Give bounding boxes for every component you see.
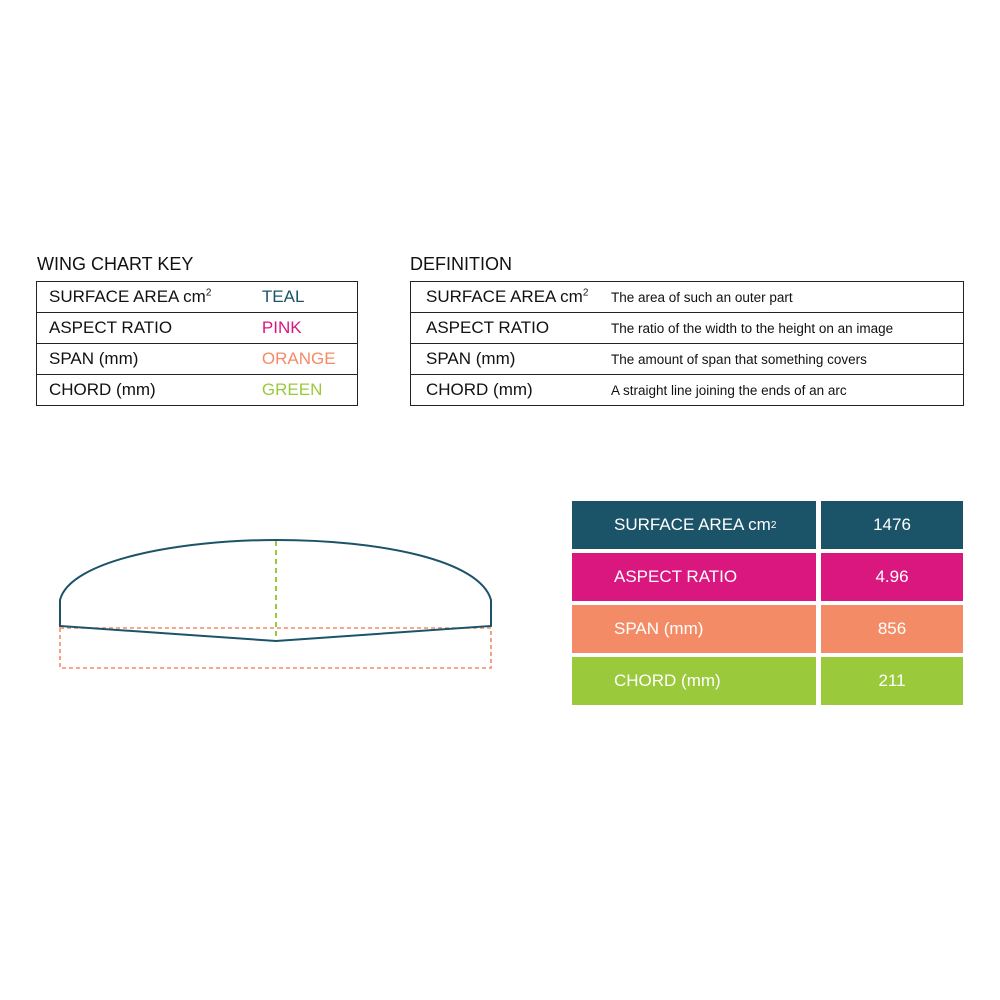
key-row: SURFACE AREA $cm^2$ TEAL [37, 282, 358, 313]
value-number: 1476 [821, 501, 963, 549]
key-color-name: GREEN [262, 375, 358, 406]
key-label: CHORD (mm) [49, 380, 156, 399]
key-label: SPAN (mm) [49, 349, 139, 368]
key-color-name: PINK [262, 313, 358, 344]
definition-text: The ratio of the width to the height on an image [611, 313, 964, 344]
definition-label: SPAN (mm) [426, 349, 516, 368]
key-title: WING CHART KEY [37, 254, 194, 274]
value-label: CHORD (mm) [614, 671, 721, 690]
value-label: ASPECT RATIO [614, 567, 738, 586]
definition-label: ASPECT RATIO [426, 318, 550, 337]
definition-label: SURFACE AREA cm [426, 287, 583, 306]
value-number: 856 [821, 605, 963, 653]
key-color-name: ORANGE [262, 344, 358, 375]
definition-text: A straight line joining the ends of an arc [611, 375, 964, 406]
key-color-name: TEAL [262, 282, 358, 313]
definition-text: The amount of span that something covers [611, 344, 964, 375]
key-label: ASPECT RATIO [49, 318, 173, 337]
value-label: SURFACE AREA cm [614, 515, 771, 534]
value-number: 211 [821, 657, 963, 705]
definition-title: DEFINITION [410, 254, 512, 274]
definition-text: The area of such an outer part [611, 282, 964, 313]
definition-row: SURFACE AREA $cm^2$ The area of such an outer part [411, 282, 964, 313]
value-row: SURFACE AREA cm 2 1476 [572, 501, 963, 549]
value-number: 4.96 [821, 553, 963, 601]
definition-label: CHORD (mm) [426, 380, 533, 399]
key-label: SURFACE AREA cm [49, 287, 206, 306]
value-label: SPAN (mm) [614, 619, 704, 638]
